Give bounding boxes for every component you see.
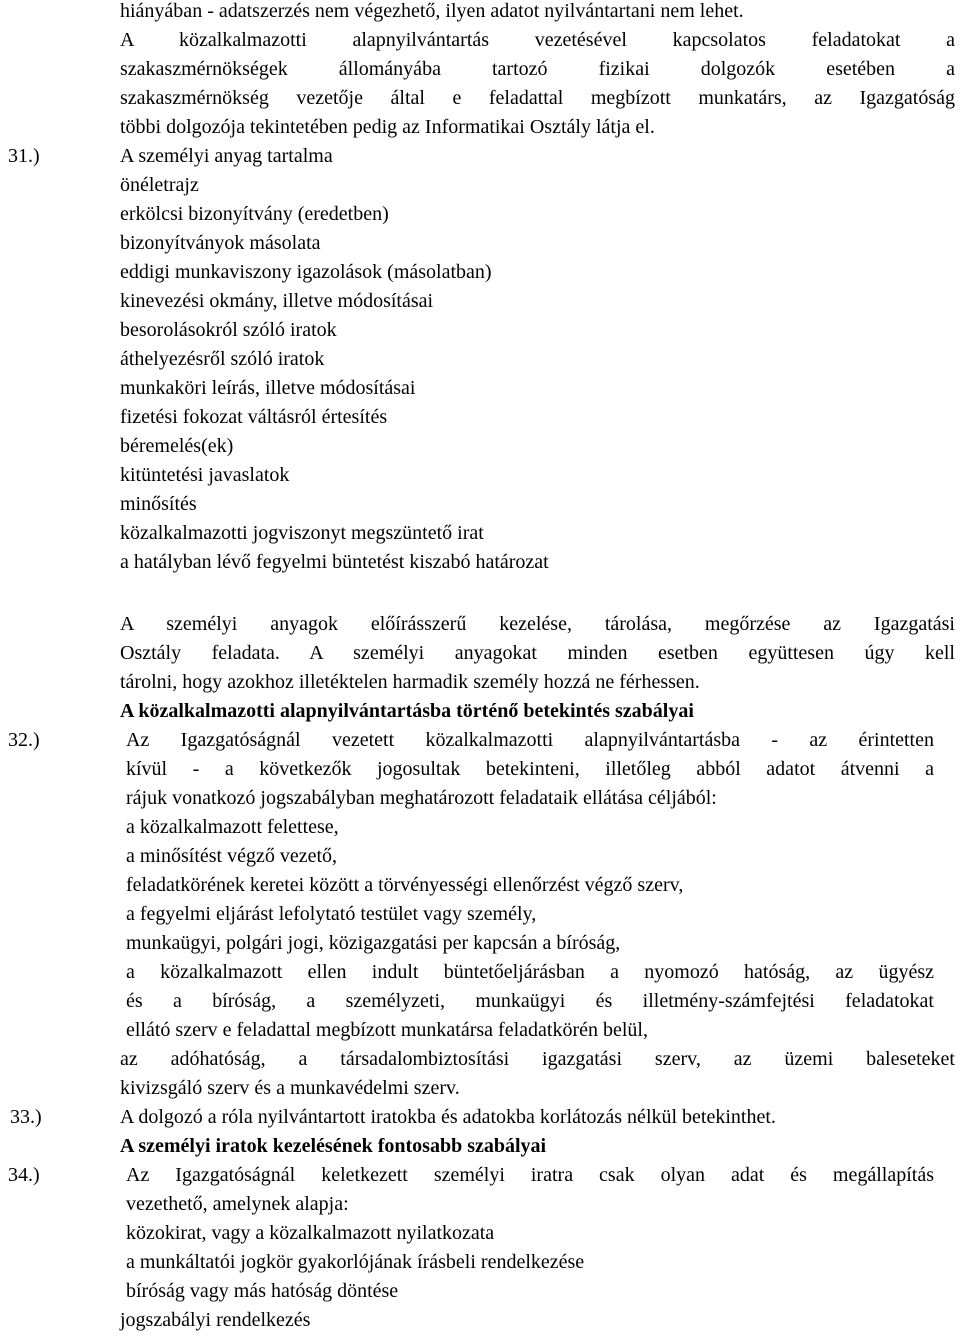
section-34-intro-line: vezethető, amelynek alapja: (126, 1193, 349, 1215)
section-31-paragraph-line: Osztály feladata. A személyi anyagokat minden esetben együttesen úgy kell (120, 642, 955, 664)
section-31-heading: A személyi anyag tartalma (120, 145, 333, 167)
list-item: a fegyelmi eljárást lefolytató testület vagy személy, (126, 903, 537, 925)
heading-iratok: A személyi iratok kezelésének fontosabb szabályai (120, 1135, 547, 1157)
list-item: jogszabályi rendelkezés (120, 1309, 311, 1331)
list-item: a minősítést végző vezető, (126, 845, 338, 867)
list-item: a munkáltatói jogkör gyakorlójának írásbeli rendelkezése (126, 1251, 585, 1273)
section-number-34: 34.) (8, 1164, 40, 1186)
intro-line: A közalkalmazotti alapnyilvántartás vezetésével kapcsolatos feladatokat a (120, 29, 955, 51)
intro-line: hiányában - adatszerzés nem végezhető, ilyen adatot nyilvántartani nem lehet. (120, 0, 744, 22)
list-item: közalkalmazotti jogviszonyt megszüntető irat (120, 522, 484, 544)
heading-betekintes: A közalkalmazotti alapnyilvántartásba történő betekintés szabályai (120, 700, 694, 722)
section-32-intro-line: kívül - a következők jogosultak betekinteni, illetőleg abból adatot átvenni a (126, 758, 934, 780)
list-item: eddigi munkaviszony igazolások (másolatban) (120, 261, 492, 283)
intro-line: többi dolgozója tekintetében pedig az Informatikai Osztály látja el. (120, 116, 655, 138)
list-item: a közalkalmazott felettese, (126, 816, 339, 838)
section-34-intro-line: Az Igazgatóságnál keletkezett személyi iratra csak olyan adat és megállapítás (126, 1164, 934, 1186)
list-item: bíróság vagy más hatóság döntése (126, 1280, 399, 1302)
list-item: kitüntetési javaslatok (120, 464, 290, 486)
list-item-line: kivizsgáló szerv és a munkavédelmi szerv. (120, 1077, 460, 1099)
list-item: önéletrajz (120, 174, 199, 196)
section-number-32: 32.) (8, 729, 40, 751)
list-item: minősítés (120, 493, 197, 515)
list-item: feladatkörének keretei között a törvényességi ellenőrzést végző szerv, (126, 874, 684, 896)
list-item-line: ellátó szerv e feladattal megbízott munkatársa feladatkörén belül, (126, 1019, 648, 1041)
list-item: bizonyítványok másolata (120, 232, 321, 254)
list-item: béremelés(ek) (120, 435, 234, 457)
list-item: erkölcsi bizonyítvány (eredetben) (120, 203, 389, 225)
section-number-33: 33.) (10, 1106, 42, 1128)
section-31-paragraph-line: A személyi anyagok előírásszerű kezelése, tárolása, megőrzése az Igazgatási (120, 613, 955, 635)
list-item: fizetési fokozat váltásról értesítés (120, 406, 388, 428)
section-number-31: 31.) (8, 145, 40, 167)
section-32-intro-line: Az Igazgatóságnál vezetett közalkalmazotti alapnyilvántartásba - az érintetten (126, 729, 934, 751)
list-item-line: és a bíróság, a személyzeti, munkaügyi és illetmény-számfejtési feladatokat (126, 990, 934, 1012)
section-33-text: A dolgozó a róla nyilvántartott iratokba és adatokba korlátozás nélkül betekinthet. (120, 1106, 776, 1128)
list-item: a hatályban lévő fegyelmi büntetést kiszabó határozat (120, 551, 549, 573)
list-item: közokirat, vagy a közalkalmazott nyilatkozata (126, 1222, 495, 1244)
intro-line: szakaszmérnökség vezetője által e feladattal megbízott munkatárs, az Igazgatóság (120, 87, 955, 109)
list-item: kinevezési okmány, illetve módosításai (120, 290, 434, 312)
section-32-intro-line: rájuk vonatkozó jogszabályban meghatározott feladataik ellátása céljából: (126, 787, 717, 809)
list-item: munkaköri leírás, illetve módosításai (120, 377, 416, 399)
list-item: munkaügyi, polgári jogi, közigazgatási per kapcsán a bíróság, (126, 932, 621, 954)
section-31-paragraph-line: tárolni, hogy azokhoz illetéktelen harmadik személy hozzá ne férhessen. (120, 671, 700, 693)
list-item: besorolásokról szóló iratok (120, 319, 337, 341)
list-item-line: az adóhatóság, a társadalombiztosítási igazgatási szerv, az üzemi baleseteket (120, 1048, 955, 1070)
intro-line: szakaszmérnökségek állományába tartozó fizikai dolgozók esetében a (120, 58, 955, 80)
list-item: áthelyezésről szóló iratok (120, 348, 325, 370)
list-item-line: a közalkalmazott ellen indult büntetőeljárásban a nyomozó hatóság, az ügyész (126, 961, 934, 983)
